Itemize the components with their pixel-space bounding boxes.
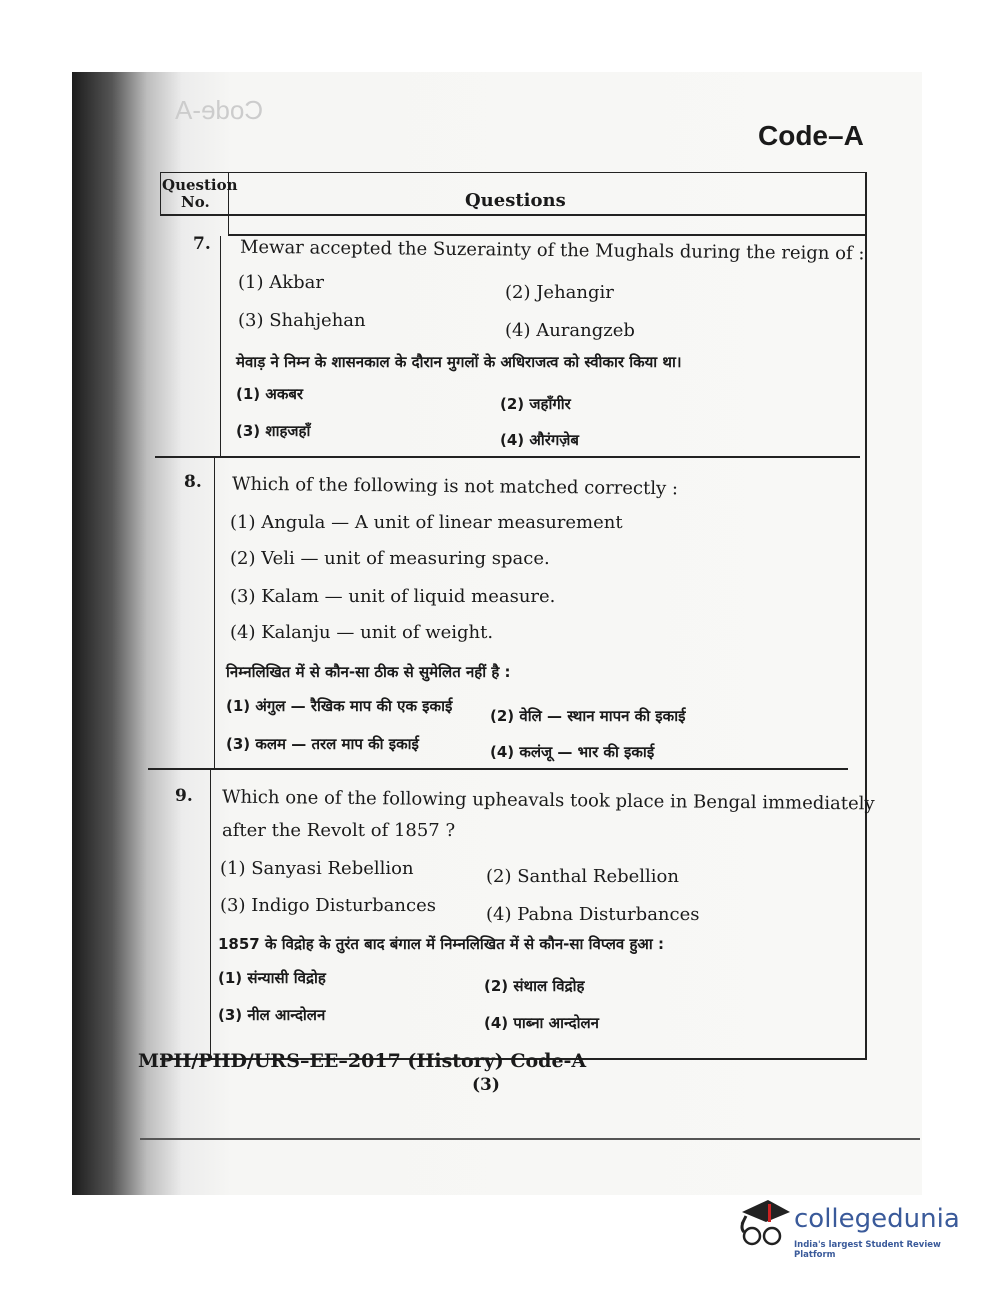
option: (3) Kalam — unit of liquid measure. (230, 586, 556, 607)
option-hindi: (4) पाब्ना आन्दोलन (484, 1014, 599, 1032)
page-edge (140, 1138, 920, 1140)
column-header-qno: Question (162, 176, 238, 194)
option: (4) Aurangzeb (505, 320, 635, 341)
divider (160, 172, 161, 216)
option: (3) Shahjehan (238, 310, 366, 331)
question-text-hindi: निम्नलिखित में से कौन-सा ठीक से सुमेलित नहीं है : (226, 663, 511, 681)
question-text: Which of the following is not matched correctly : (231, 473, 679, 500)
divider (220, 236, 221, 458)
option-hindi: (2) संथाल विद्रोह (484, 977, 585, 995)
option-hindi: (3) कलम — तरल माप की इकाई (226, 735, 419, 753)
question-text: after the Revolt of 1857 ? (222, 820, 456, 841)
question-table (160, 172, 867, 1060)
question-number: 8. (184, 472, 202, 492)
column-header-qno: No. (181, 193, 210, 211)
page-number: (3) (472, 1075, 500, 1095)
collegedunia-logo (738, 1198, 968, 1258)
question-text: Mewar accepted the Suzerainty of the Mughals during the reign of : (239, 236, 865, 265)
option-hindi: (2) वेलि — स्थान मापन की इकाई (490, 707, 686, 725)
question-number: 7. (193, 234, 211, 254)
option: (4) Pabna Disturbances (486, 904, 700, 925)
divider (214, 458, 215, 770)
option: (2) Santhal Rebellion (486, 866, 679, 887)
option-hindi: (4) औरंगज़ेब (500, 431, 579, 449)
question-number: 9. (175, 786, 193, 806)
question-text-hindi: 1857 के विद्रोह के तुरंत बाद बंगाल में निम्नलिखित में से कौन-सा विप्लव हुआ : (218, 935, 664, 953)
option: (1) Akbar (238, 272, 324, 293)
option: (1) Sanyasi Rebellion (220, 858, 414, 879)
divider (228, 234, 865, 236)
option: (2) Jehangir (505, 282, 614, 303)
divider (148, 768, 848, 770)
mascot-icon (738, 1198, 794, 1258)
bleed-through-text: Code-A (175, 95, 264, 125)
option-hindi: (2) जहाँगीर (500, 395, 571, 413)
option: (3) Indigo Disturbances (220, 895, 436, 916)
option-hindi: (1) अकबर (236, 385, 304, 403)
logo-tagline: India's largest Student Review Platform (794, 1240, 941, 1260)
logo-name: collegedunia (794, 1204, 960, 1234)
option: (2) Veli — unit of measuring space. (230, 548, 550, 569)
question-text: Which one of the following upheavals took place in Bengal immediately (221, 786, 875, 815)
column-header-questions: Questions (465, 190, 566, 211)
divider (160, 214, 865, 216)
option-hindi: (1) अंगुल — रैखिक माप की एक इकाई (226, 697, 453, 715)
option-hindi: (4) कलंजू — भार की इकाई (490, 743, 655, 761)
option-hindi: (3) शाहजहाँ (236, 422, 311, 440)
option: (1) Angula — A unit of linear measurement (230, 512, 623, 533)
divider (155, 456, 860, 458)
option-hindi: (1) संन्यासी विद्रोह (218, 969, 326, 987)
divider (210, 770, 211, 1058)
footer-code: MPH/PHD/URS–EE–2017 (History) Code-A (138, 1050, 587, 1072)
option: (4) Kalanju — unit of weight. (230, 622, 494, 643)
question-text-hindi: मेवाड़ ने निम्न के शासनकाल के दौरान मुगलों के अधिराजत्व को स्वीकार किया था। (236, 353, 682, 371)
option-hindi: (3) नील आन्दोलन (218, 1006, 326, 1024)
paper-code: Code–A (758, 120, 864, 151)
